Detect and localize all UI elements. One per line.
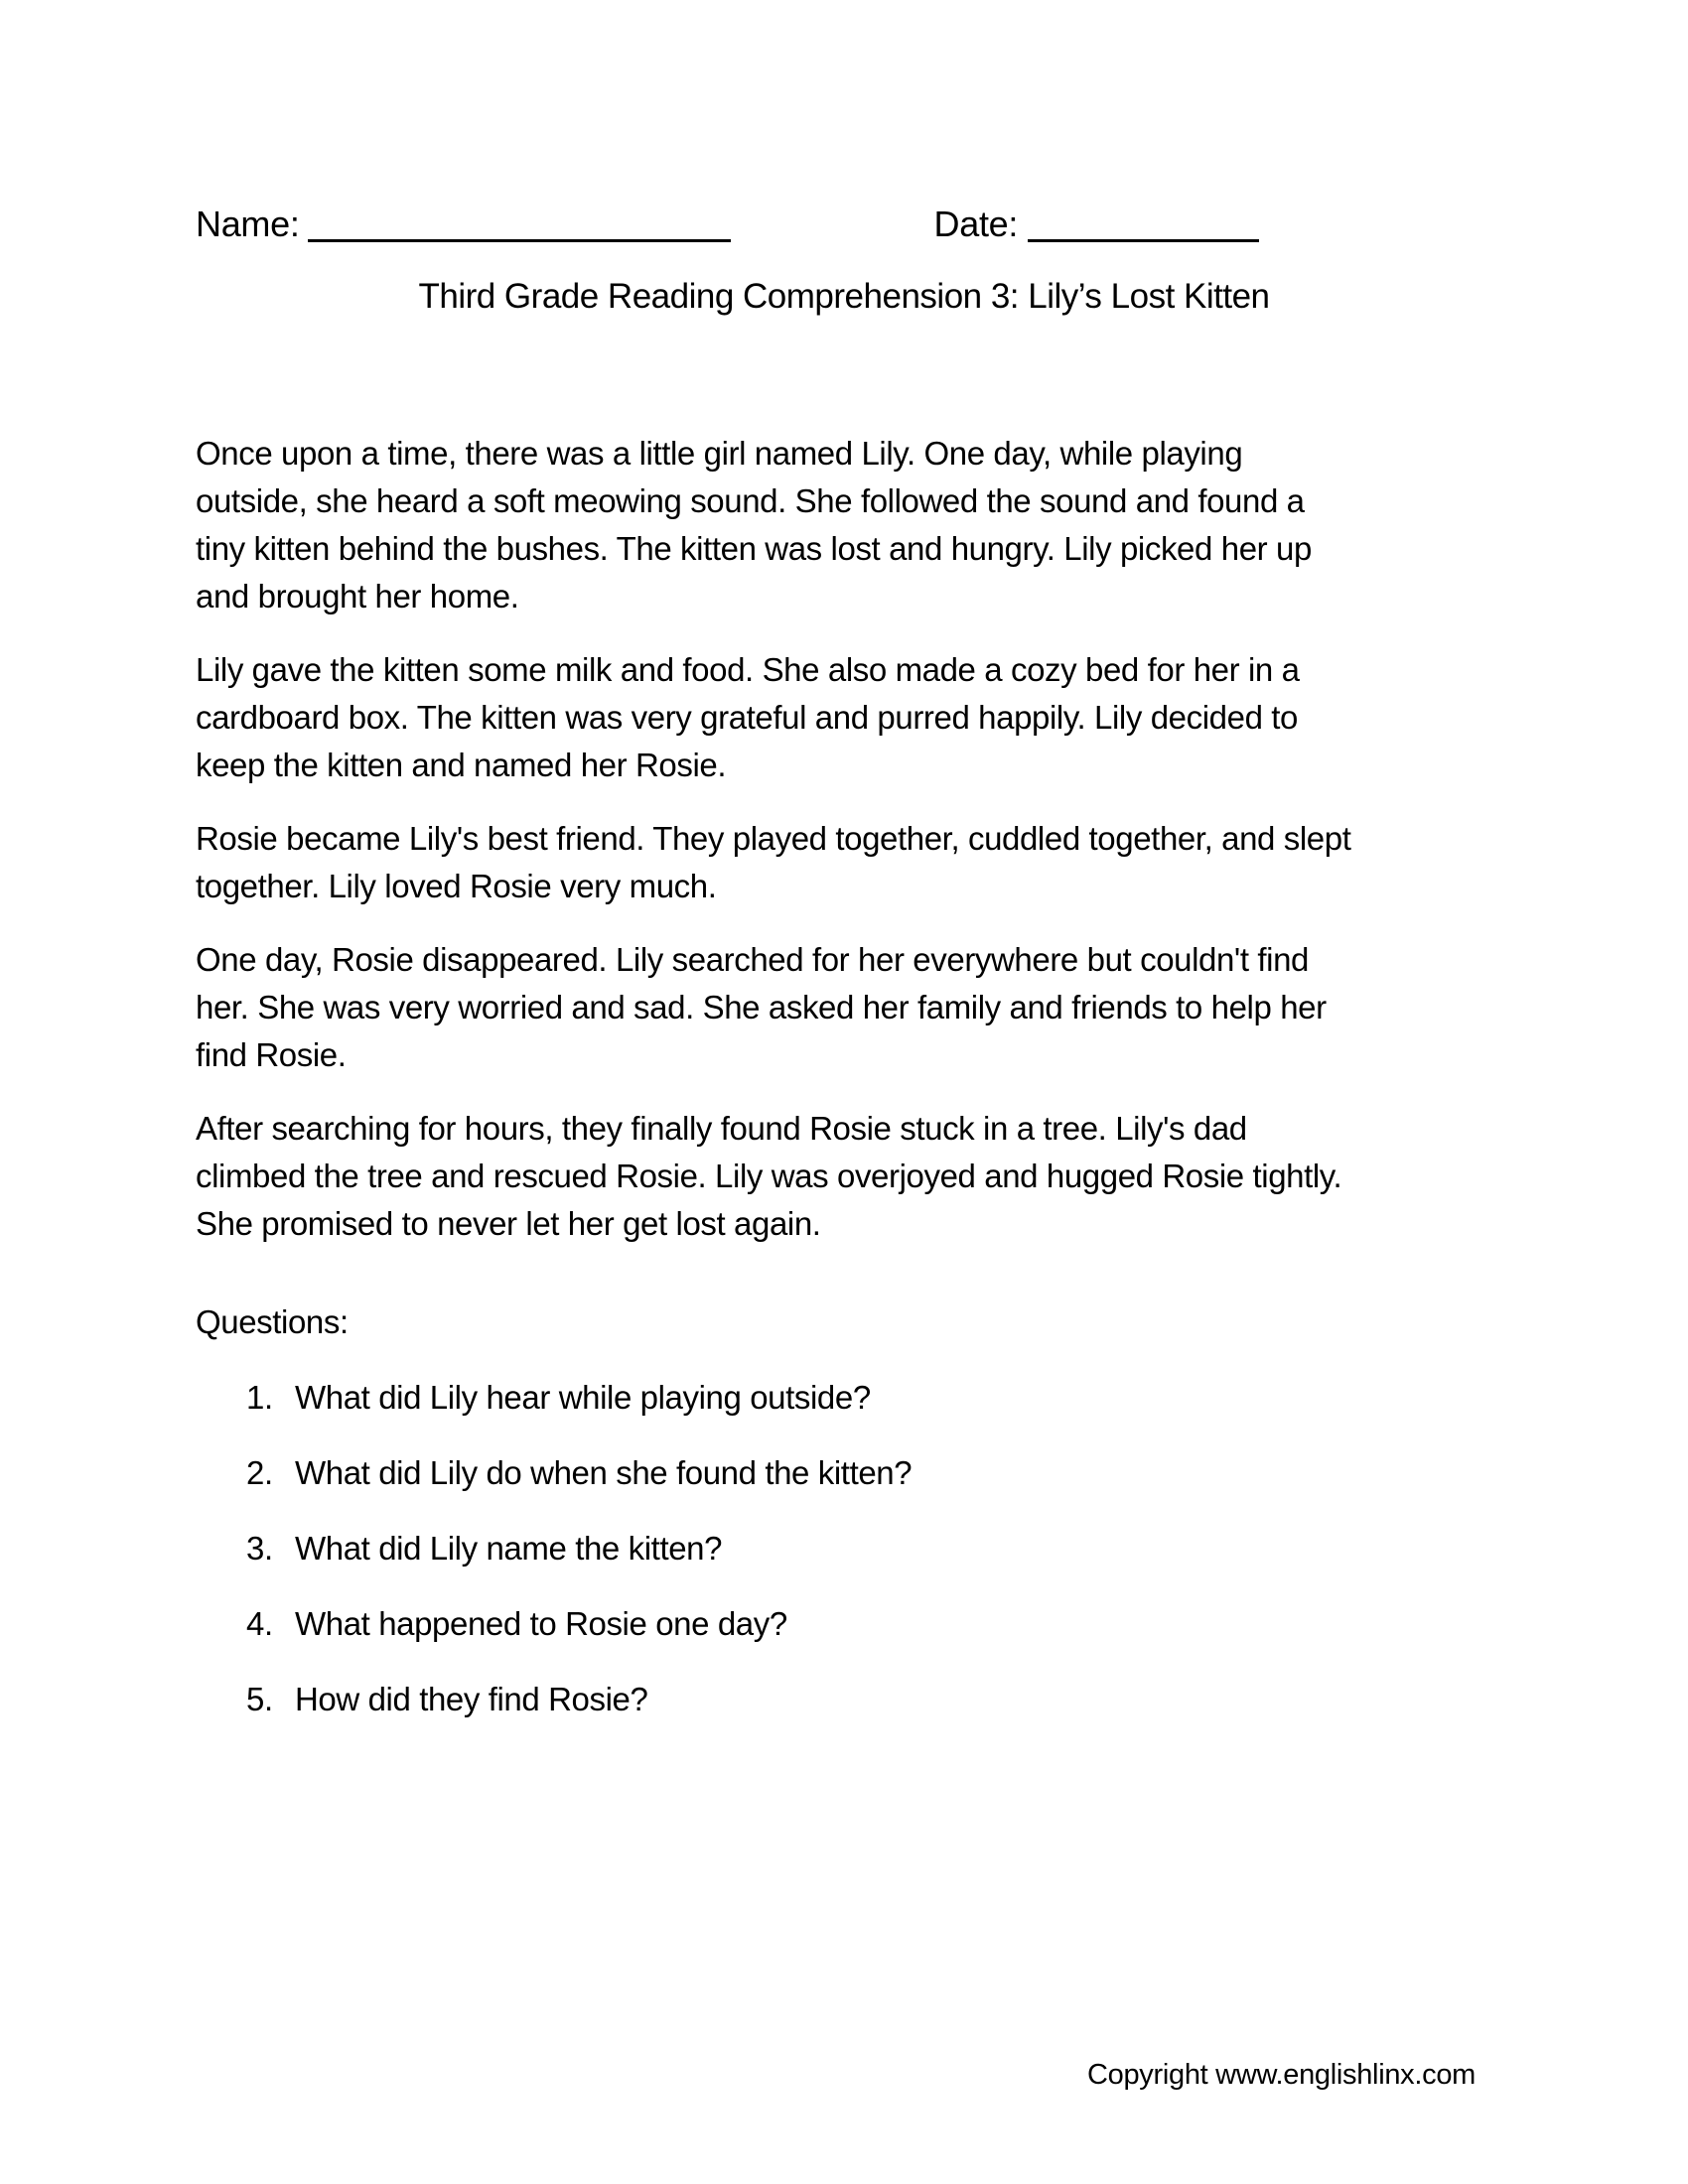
story-line: cardboard box. The kitten was very grateful and purred happily. Lily decided to: [196, 699, 1299, 736]
question-item: [196, 1374, 1492, 1422]
question-number: 2.: [246, 1454, 273, 1491]
story-line: Once upon a time, there was a little girl named Lily. One day, while playing: [196, 435, 1243, 472]
name-blank-line[interactable]: [308, 239, 731, 242]
date-blank-line[interactable]: [1028, 239, 1259, 242]
question-item: [196, 1449, 1492, 1497]
question-item: [196, 1600, 1492, 1648]
copyright-text: Copyright www.englishlinx.com: [1087, 2059, 1477, 2091]
date-label: Date:: [933, 204, 1019, 244]
question-text: What happened to Rosie one day?: [295, 1605, 787, 1642]
story-line: Lily gave the kitten some milk and food. She also made a cozy bed for her in a: [196, 651, 1300, 688]
story-line: climbed the tree and rescued Rosie. Lily was overjoyed and hugged Rosie tightly.: [196, 1158, 1342, 1194]
name-label: Name:: [196, 204, 300, 244]
story-text: [196, 430, 1492, 1248]
question-text: What did Lily do when she found the kitten?: [295, 1454, 913, 1491]
question-number: 1.: [246, 1379, 273, 1416]
story-paragraph: [196, 936, 1492, 1079]
story-line: tiny kitten behind the bushes. The kitten was lost and hungry. Lily picked her up: [196, 530, 1312, 567]
story-line: together. Lily loved Rosie very much.: [196, 868, 717, 904]
questions-heading: Questions:: [196, 1303, 349, 1340]
question-number: 3.: [246, 1530, 273, 1567]
question-number: 4.: [246, 1605, 273, 1642]
questions-list: [196, 1374, 1492, 1723]
worksheet-title: Third Grade Reading Comprehension 3: Lily’s Lost Kitten: [418, 277, 1270, 316]
story-paragraph: [196, 815, 1492, 910]
question-item: [196, 1676, 1492, 1723]
story-paragraph: [196, 1105, 1492, 1248]
story-line: and brought her home.: [196, 578, 519, 614]
question-text: What did Lily hear while playing outside?: [295, 1379, 871, 1416]
question-text: What did Lily name the kitten?: [295, 1530, 723, 1567]
name-date-row: [196, 0, 1492, 245]
story-line: outside, she heard a soft meowing sound. She followed the sound and found a: [196, 482, 1305, 519]
question-number: 5.: [246, 1681, 273, 1717]
story-line: find Rosie.: [196, 1036, 347, 1073]
question-text: How did they find Rosie?: [295, 1681, 648, 1717]
story-line: One day, Rosie disappeared. Lily searched for her everywhere but couldn't find: [196, 941, 1309, 978]
story-paragraph: [196, 430, 1492, 620]
story-line: keep the kitten and named her Rosie.: [196, 747, 727, 783]
story-line: She promised to never let her get lost again.: [196, 1205, 821, 1242]
story-paragraph: [196, 646, 1492, 789]
question-item: [196, 1525, 1492, 1572]
story-line: her. She was very worried and sad. She asked her family and friends to help her: [196, 989, 1327, 1025]
story-line: Rosie became Lily's best friend. They played together, cuddled together, and slept: [196, 820, 1351, 857]
story-line: After searching for hours, they finally found Rosie stuck in a tree. Lily's dad: [196, 1110, 1247, 1147]
